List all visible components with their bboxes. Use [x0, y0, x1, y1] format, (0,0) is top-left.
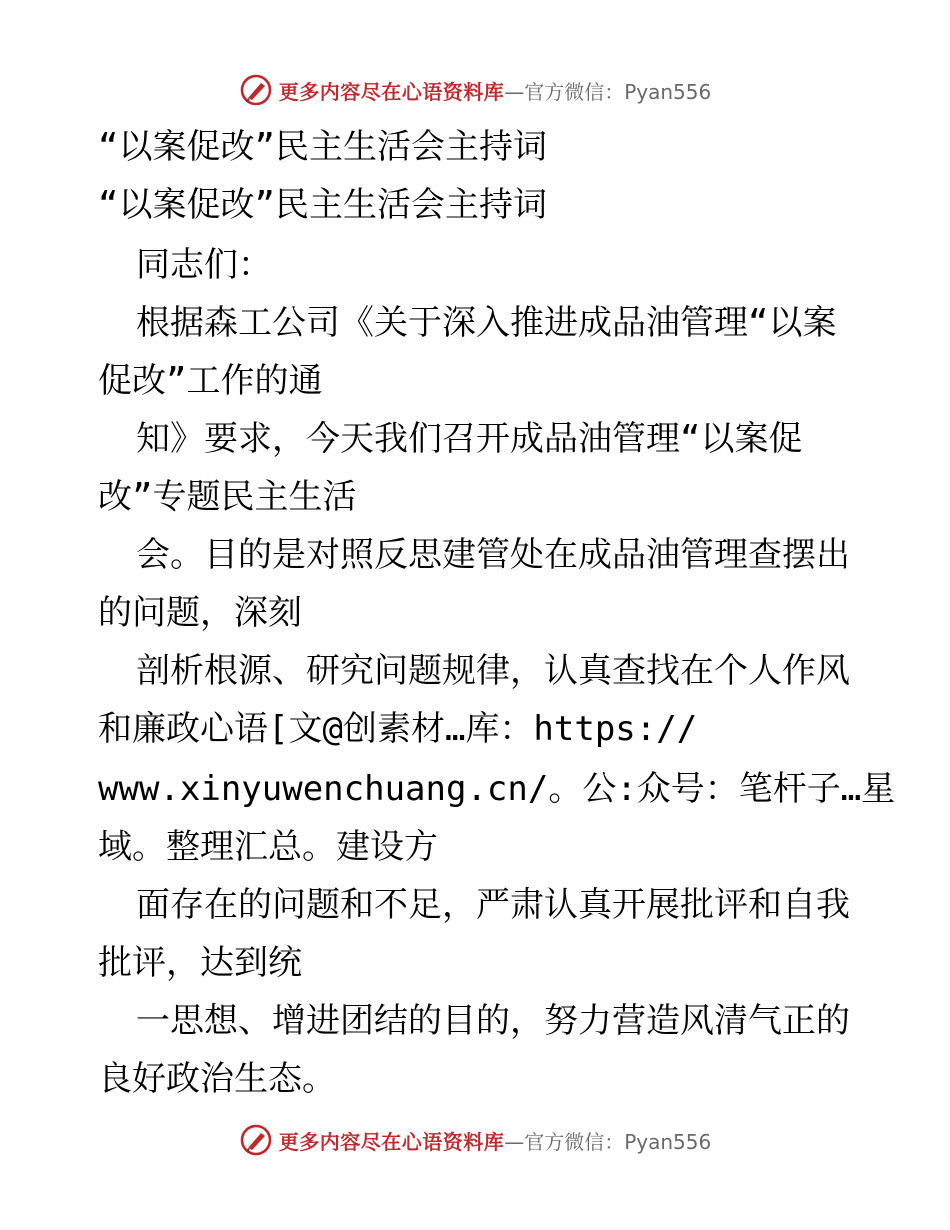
watermark-official: —官方微信：Pyan556: [504, 1129, 712, 1154]
paragraph-line: 域。整理汇总。建设方: [98, 827, 438, 867]
paragraph-line: 改”专题民主生活: [98, 477, 357, 517]
paragraph-line: www.xinyuwenchuang.cn/。公:众号：笔杆子…星: [98, 769, 896, 809]
footer-watermark: [0, 1120, 950, 1160]
paragraph-line: 一思想、增进团结的目的，努力营造风清气正的: [136, 1001, 850, 1041]
pen-logo-icon: [239, 73, 273, 107]
paragraph-line: 面存在的问题和不足，严肃认真开展批评和自我: [136, 885, 850, 925]
paragraph-line: 会。目的是对照反思建管处在成品油管理查摆出: [136, 535, 850, 575]
paragraph-line: 促改”工作的通: [98, 361, 323, 401]
paragraph-line: 剖析根源、研究问题规律，认真查找在个人作风: [136, 651, 850, 691]
watermark-brand: 更多内容尽在心语资料库: [278, 79, 505, 104]
paragraph-line: 和廉政心语[文@创素材…库：https://: [98, 709, 698, 749]
pen-logo-icon: [239, 1123, 273, 1157]
paragraph-line: 知》要求，今天我们召开成品油管理“以案促: [136, 419, 803, 459]
watermark-official: —官方微信：Pyan556: [504, 79, 712, 104]
paragraph-line: 根据森工公司《关于深入推进成品油管理“以案: [136, 303, 837, 343]
document-title-repeat: “以案促改”民主生活会主持词: [98, 185, 547, 225]
document-title: “以案促改”民主生活会主持词: [98, 127, 547, 167]
paragraph-line: 良好政治生态。: [98, 1059, 336, 1099]
watermark-brand: 更多内容尽在心语资料库: [278, 1129, 505, 1154]
paragraph-line: 批评，达到统: [98, 943, 302, 983]
paragraph-line: 的问题，深刻: [98, 593, 302, 633]
salutation: 同志们：: [136, 245, 272, 285]
header-watermark: [0, 70, 950, 110]
